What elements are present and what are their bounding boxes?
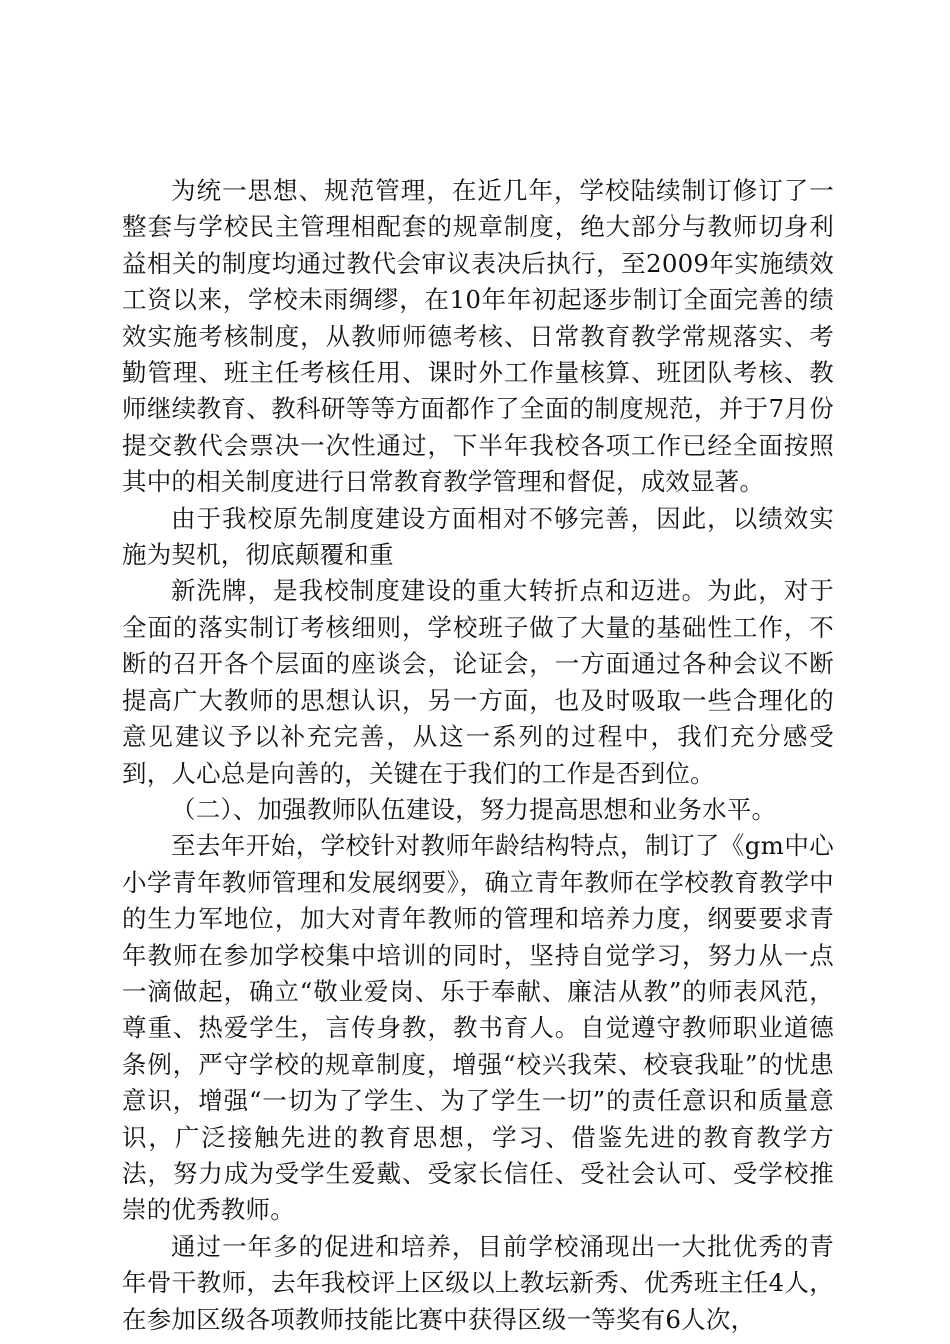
paragraph-regulations: 为统一思想、规范管理，在近几年，学校陆续制订修订了一整套与学校民主管理相配套的规章制度，绝大部分与教师切身利益相关的制度均通过教代会审议表决后执行，至2009年实施绩效工资以来，学校未雨绸缪，在10年年初起逐步制订全面完善的绩效实施考核制度，从教师师德考核、日常教育教学常规落实、考勤管理、班主任考核任用、课时外工作量核算、班团队考核、教师继续教育、教科研等等方面都作了全面的制度规范，并于7月份提交教代会票决一次性通过，下半年我校各项工作已经全面按照其中的相关制度进行日常教育教学管理和督促，成效显著。 bbox=[122, 176, 834, 497]
paragraph-training-results: 通过一年多的促进和培养，目前学校涌现出一大批优秀的青年骨干教师，去年我校评上区级以上教坛新秀、优秀班主任4人，在参加区级各项教师技能比赛中获得区级一等奖有6人次， bbox=[122, 1231, 834, 1334]
document-body bbox=[122, 173, 834, 1338]
paragraph-system-turning-point: 新洗牌，是我校制度建设的重大转折点和迈进。为此，对于全面的落实制订考核细则，学校班子做了大量的基础性工作，不断的召开各个层面的座谈会，论证会，一方面通过各种会议不断提高广大教师的思想认识，另一方面，也及时吸取一些合理化的意见建议予以补充完善，从这一系列的过程中，我们充分感受到，人心总是向善的，关键在于我们的工作是否到位。 bbox=[122, 576, 834, 788]
paragraph-young-teacher-outline: 至去年开始，学校针对教师年龄结构特点，制订了《gm中心小学青年教师管理和发展纲要》，确立青年教师在学校教育教学中的生力军地位，加大对青年教师的管理和培养力度，纲要要求青年教师在参加学校集中培训的同时，坚持自觉学习，努力从一点一滴做起，确立“敬业爱岗、乐于奉献、廉洁从教”的师表风范，尊重、热爱学生，言传身教，教书育人。自觉遵守教师职业道德条例，严守学校的规章制度，增强“校兴我荣、校衰我耻”的忧患意识，增强“一切为了学生、为了学生一切”的责任意识和质量意识，广泛接触先进的教育思想，学习、借鉴先进的教育教学方法，努力成为受学生爱戴、受家长信任、受社会认可、受学校推崇的优秀教师。 bbox=[122, 831, 835, 1225]
section-heading-teacher-team: （二）、加强教师队伍建设，努力提高思想和业务水平。 bbox=[171, 794, 777, 824]
paragraph-performance-opportunity: 由于我校原先制度建设方面相对不够完善，因此，以绩效实施为契机，彻底颠覆和重 bbox=[122, 503, 834, 570]
